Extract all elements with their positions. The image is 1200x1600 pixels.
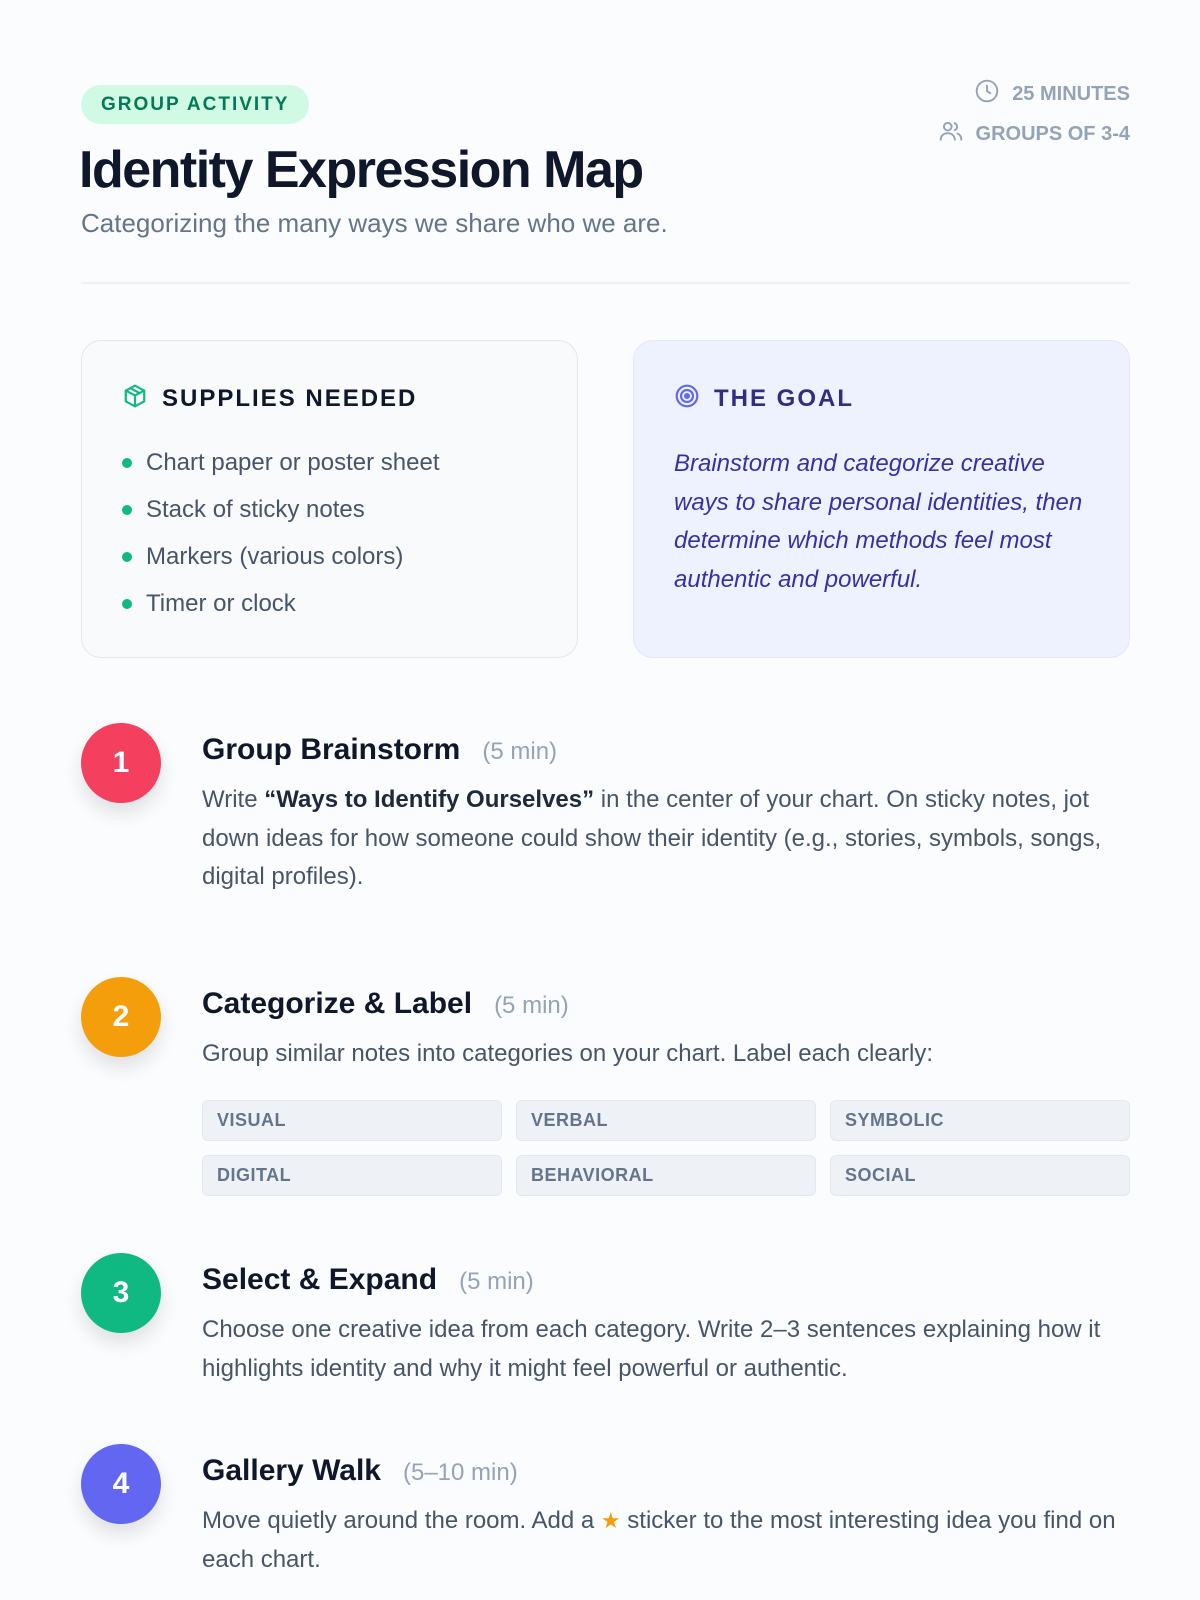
duration-meta: [974, 80, 1130, 108]
star-icon: ★: [600, 1508, 621, 1533]
category-tag: BEHAVIORAL: [516, 1155, 816, 1196]
step-description: Group similar notes into categories on your chart. Label each clearly:: [202, 1040, 934, 1067]
step-description: Choose one creative idea from each category. Write 2–3 sentences explaining how it highlights identity and why it might feel powerful or authentic.: [202, 1316, 1101, 1382]
duration-label: 25 MINUTES: [1012, 82, 1130, 105]
category-grid: [202, 1100, 1130, 1196]
users-icon: [938, 118, 964, 150]
box-icon: [122, 383, 148, 416]
step-title: Categorize & Label: [202, 987, 473, 1020]
page-title: Identity Expression Map: [79, 141, 643, 199]
highlighted-phrase: “Ways to Identify Ourselves”: [264, 786, 595, 813]
page-subtitle: Categorizing the many ways we share who we are.: [81, 208, 668, 238]
step-duration: (5 min): [482, 738, 558, 765]
step-number-badge: 3: [81, 1253, 161, 1333]
list-item: [122, 439, 537, 486]
goal-heading: [674, 383, 1089, 415]
step-heading: [202, 1263, 1130, 1303]
step-description: Write “Ways to Identify Ourselves” in the center of your chart. On sticky notes, jot down ideas for how someone could show their identity (e.g., stories, symbols, songs, digital profiles).: [202, 786, 1102, 890]
goal-text: Brainstorm and categorize creative ways to share personal identities, then determine which methods feel most authentic and powerful.: [674, 450, 1083, 593]
step-duration: (5–10 min): [402, 1459, 518, 1486]
category-tag: VERBAL: [516, 1100, 816, 1141]
list-item: [122, 533, 537, 580]
step-title: Gallery Walk: [202, 1454, 381, 1487]
category-tag: VISUAL: [202, 1100, 502, 1141]
supply-label: Markers (various colors): [146, 542, 404, 570]
category-tag: SOCIAL: [830, 1155, 1130, 1196]
supply-label: Chart paper or poster sheet: [146, 448, 440, 476]
step-number-badge: 1: [81, 723, 161, 803]
supplies-heading-label: SUPPLIES NEEDED: [162, 385, 418, 412]
step-heading: [202, 733, 1130, 773]
step-description: Move quietly around the room. Add a ★ sticker to the most interesting idea you find on each chart.: [202, 1507, 1116, 1573]
step-heading: [202, 1454, 1130, 1494]
target-icon: [674, 383, 700, 416]
list-item: [122, 486, 537, 533]
step-duration: (5 min): [459, 1268, 534, 1295]
group-size-label: GROUPS OF 3-4: [975, 122, 1130, 145]
bullet-dot: [122, 505, 132, 515]
category-tag: DIGITAL: [202, 1155, 502, 1196]
activity-type-badge: GROUP ACTIVITY: [81, 85, 309, 124]
header-divider: [81, 282, 1130, 284]
supply-label: Stack of sticky notes: [146, 495, 365, 523]
step-heading: [202, 987, 1130, 1027]
step-title: Select & Expand: [202, 1263, 438, 1296]
clock-icon: [974, 78, 1000, 110]
bullet-dot: [122, 458, 132, 468]
list-item: [122, 580, 537, 627]
bullet-dot: [122, 552, 132, 562]
goal-heading-label: THE GOAL: [714, 385, 854, 412]
group-size-meta: [938, 120, 1130, 148]
bullet-dot: [122, 599, 132, 609]
supplies-card: [81, 340, 578, 658]
supply-label: Timer or clock: [146, 589, 296, 617]
step-number-badge: 4: [81, 1444, 161, 1524]
step-title: Group Brainstorm: [202, 733, 461, 766]
supplies-list: [122, 439, 537, 627]
step-duration: (5 min): [494, 992, 569, 1019]
supplies-heading: [122, 383, 537, 415]
category-tag: SYMBOLIC: [830, 1100, 1130, 1141]
goal-card: [633, 340, 1130, 658]
step-number-badge: 2: [81, 977, 161, 1057]
